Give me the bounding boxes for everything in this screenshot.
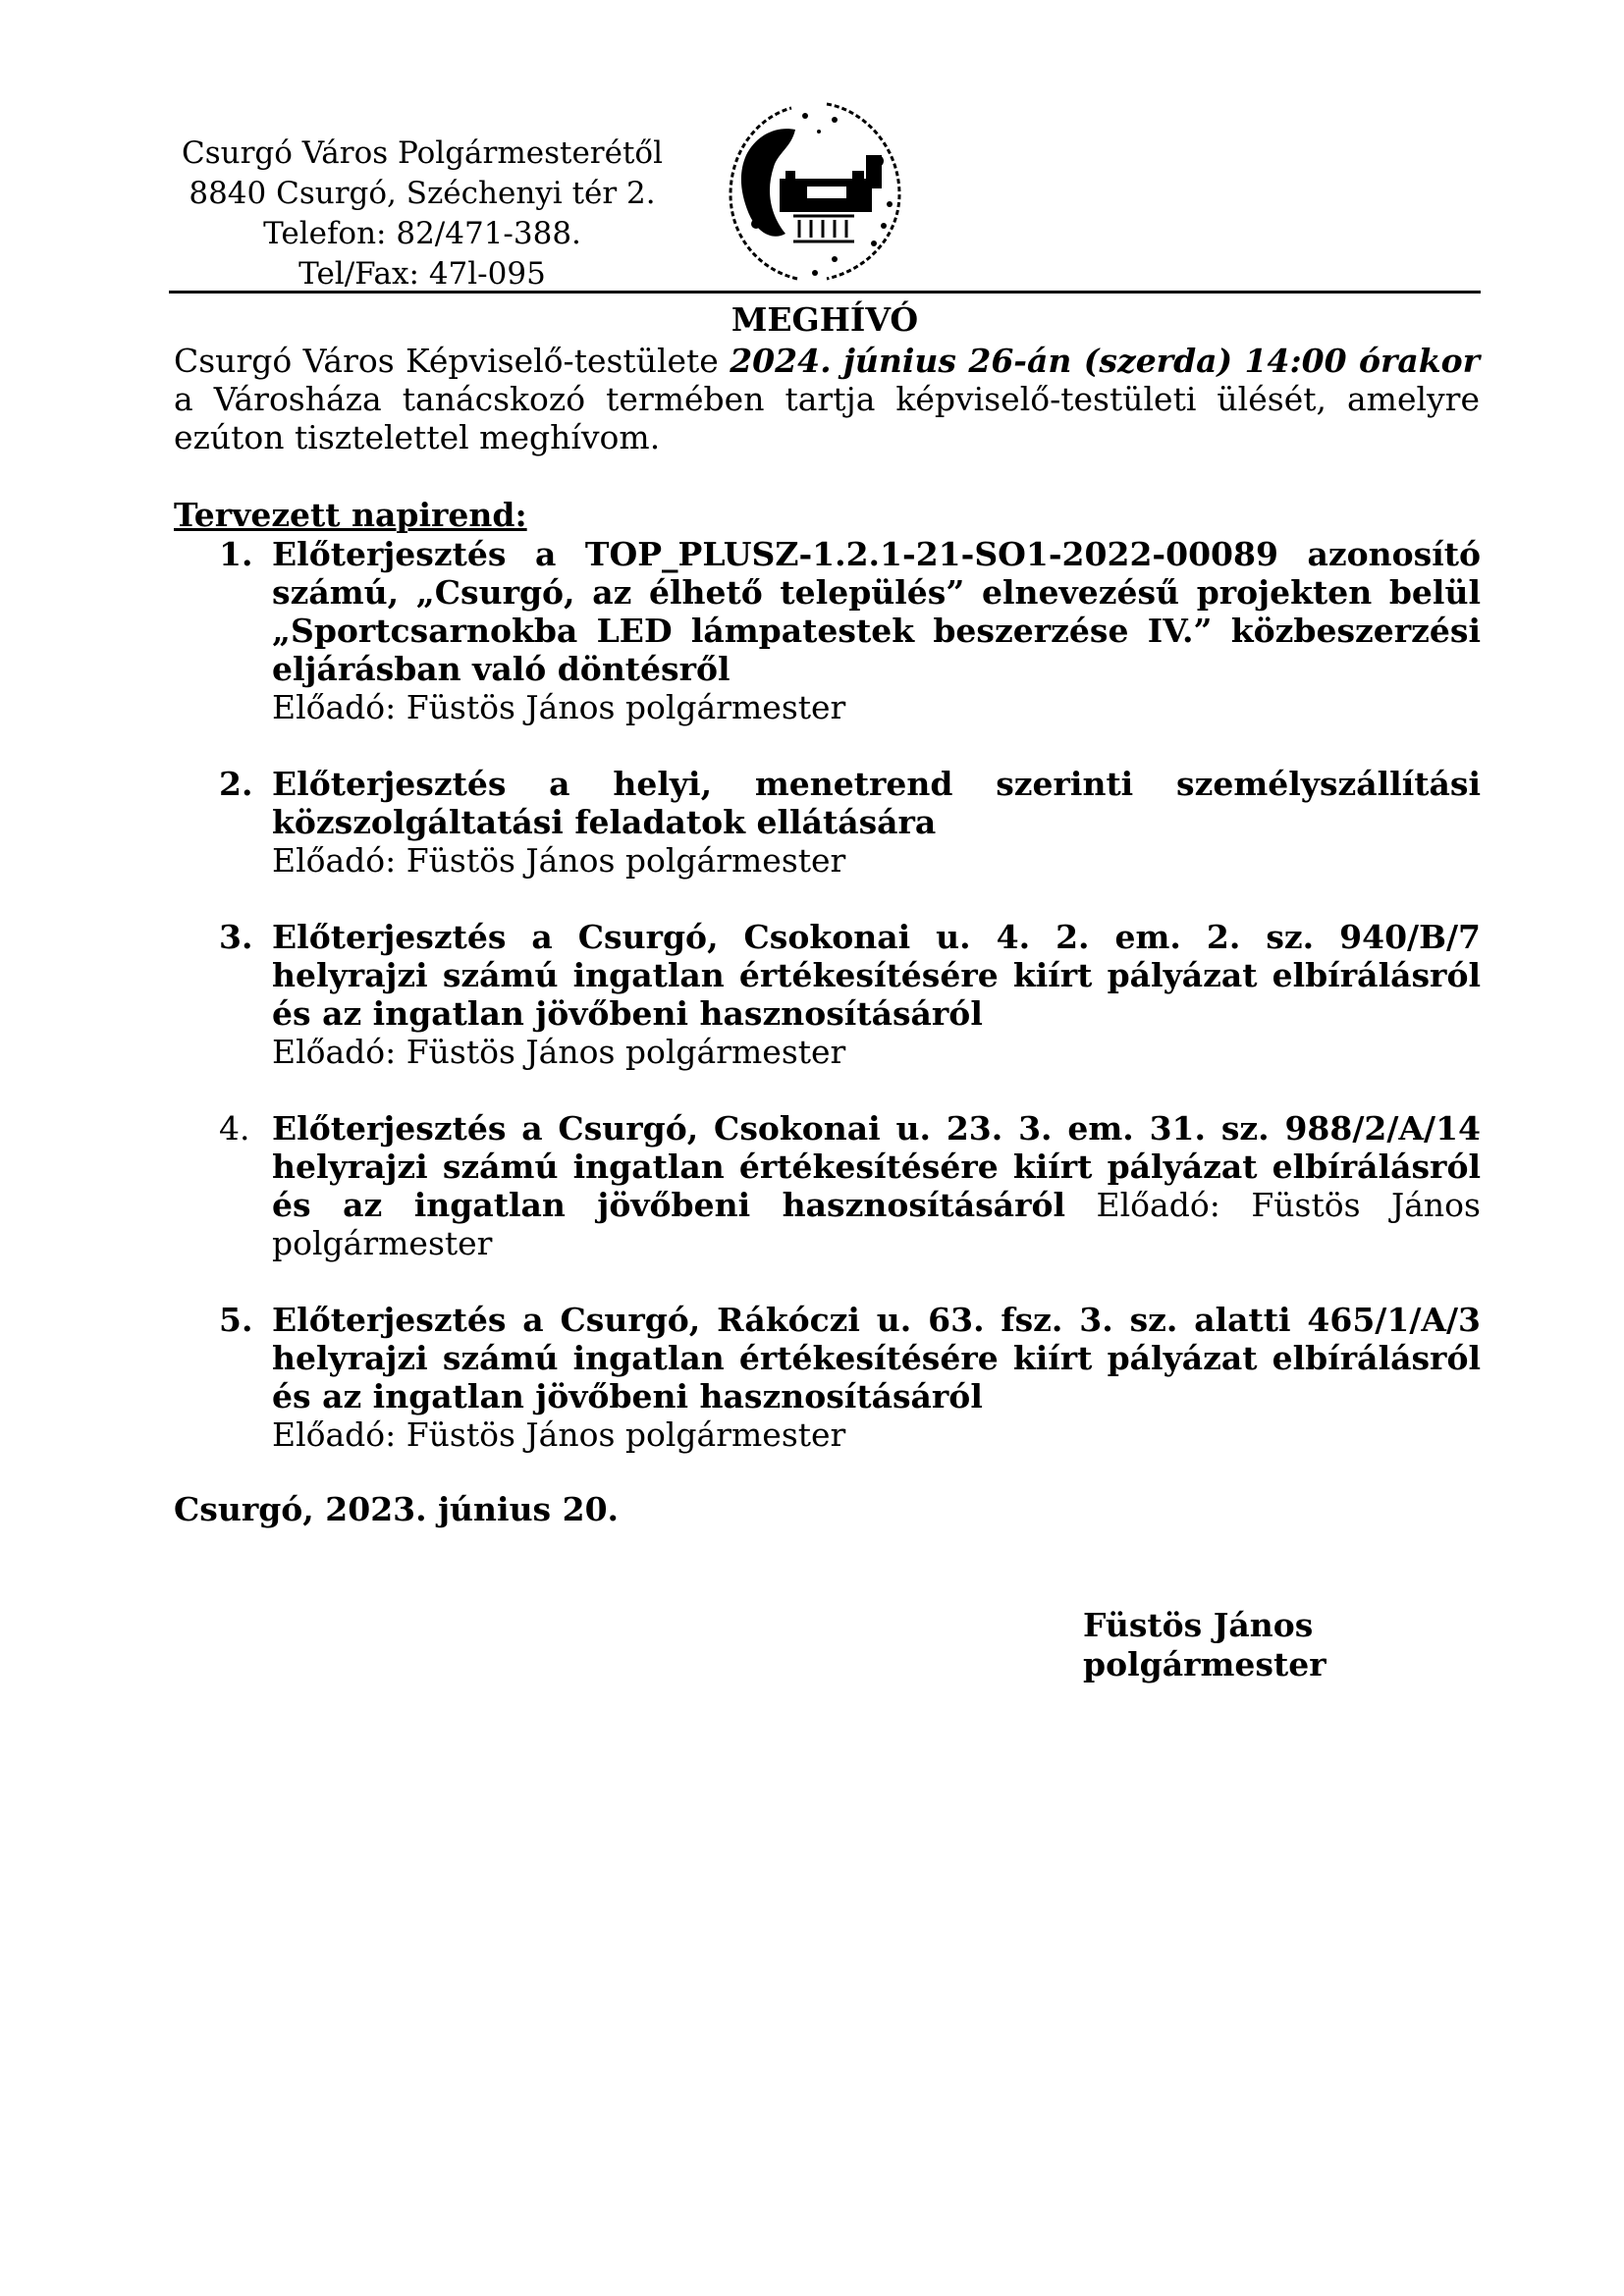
agenda-item [174, 535, 1481, 726]
header-divider [169, 291, 1481, 294]
agenda-item-body [272, 1109, 1481, 1262]
sender-block [147, 133, 697, 294]
agenda-item-number: 5. [219, 1301, 253, 1339]
agenda-item-subject: Előterjesztés a Csurgó, Rákóczi u. 63. fsz. 3. sz. alatti 465/1/A/3 helyrajzi számú ingatlan értékesítésére kiírt pályázat elbírálásról és az ingatlan jövőbeni hasznosításáról [272, 1301, 1481, 1415]
agenda-item-number: 4. [219, 1109, 250, 1148]
agenda-item-subject: Előterjesztés a Csurgó, Csokonai u. 23. 3. em. 31. sz. 988/2/A/14 helyrajzi számú ingatlan értékesítésére kiírt pályázat elbírálásról és az ingatlan jövőbeni hasznosításáról [272, 1109, 1481, 1224]
signer-title: polgármester [1083, 1645, 1326, 1683]
agenda-item-subject: Előterjesztés a helyi, menetrend szerinti személyszállítási közszolgáltatási feladatok ellátására [272, 765, 1481, 841]
agenda-list [174, 535, 1481, 1492]
document-title: MEGHÍVÓ [731, 300, 919, 339]
intro-text: Csurgó Város Képviselő-testülete [174, 342, 731, 380]
agenda-item-presenter: Előadó: Füstös János polgármester [272, 1186, 1481, 1262]
agenda-item [174, 765, 1481, 880]
signer-name: Füstös János [1083, 1606, 1314, 1644]
sender-line: Telefon: 82/471-388. [263, 216, 581, 251]
meeting-date-time: 2024. június 26-án (szerda) 14:00 órakor [730, 342, 1480, 380]
sender-line: Csurgó Város Polgármesterétől [181, 135, 664, 171]
agenda-item-number: 2. [219, 765, 253, 803]
agenda-item-presenter: Előadó: Füstös János polgármester [272, 688, 846, 726]
agenda-item-presenter: Előadó: Füstös János polgármester [272, 1415, 846, 1454]
sender-line: Tel/Fax: 47l-095 [298, 256, 546, 292]
signature-block [1083, 1606, 1326, 1684]
agenda-item [174, 918, 1481, 1071]
agenda-heading: Tervezett napirend: [174, 496, 527, 534]
agenda-item-presenter: Előadó: Füstös János polgármester [272, 1033, 846, 1071]
agenda-item [174, 1109, 1481, 1262]
agenda-item-number: 3. [219, 918, 253, 956]
agenda-item-number: 1. [219, 535, 253, 573]
sender-line: 8840 Csurgó, Széchenyi tér 2. [189, 176, 656, 211]
agenda-item [174, 1301, 1481, 1454]
agenda-item-presenter: Előadó: Füstös János polgármester [272, 841, 846, 880]
invitation-text [174, 342, 1480, 456]
town-crest-icon [717, 96, 913, 287]
agenda-item-subject: Előterjesztés a Csurgó, Csokonai u. 4. 2. em. 2. sz. 940/B/7 helyrajzi számú ingatlan értékesítésére kiírt pályázat elbírálásról és az ingatlan jövőbeni hasznosításáról [272, 918, 1481, 1033]
place-and-date: Csurgó, 2023. június 20. [174, 1490, 620, 1528]
intro-text: a Városháza tanácskozó termében tartja képviselő-testületi ülését, amelyre ezúton tisztelettel meghívom. [174, 380, 1480, 456]
agenda-item-subject: Előterjesztés a TOP_PLUSZ-1.2.1-21-SO1-2022-00089 azonosító számú, „Csurgó, az élhető település” elnevezésű projekten belül „Sportcsarnokba LED lámpatestek beszerzése IV.” közbeszerzési eljárásban való döntésről [272, 535, 1481, 688]
